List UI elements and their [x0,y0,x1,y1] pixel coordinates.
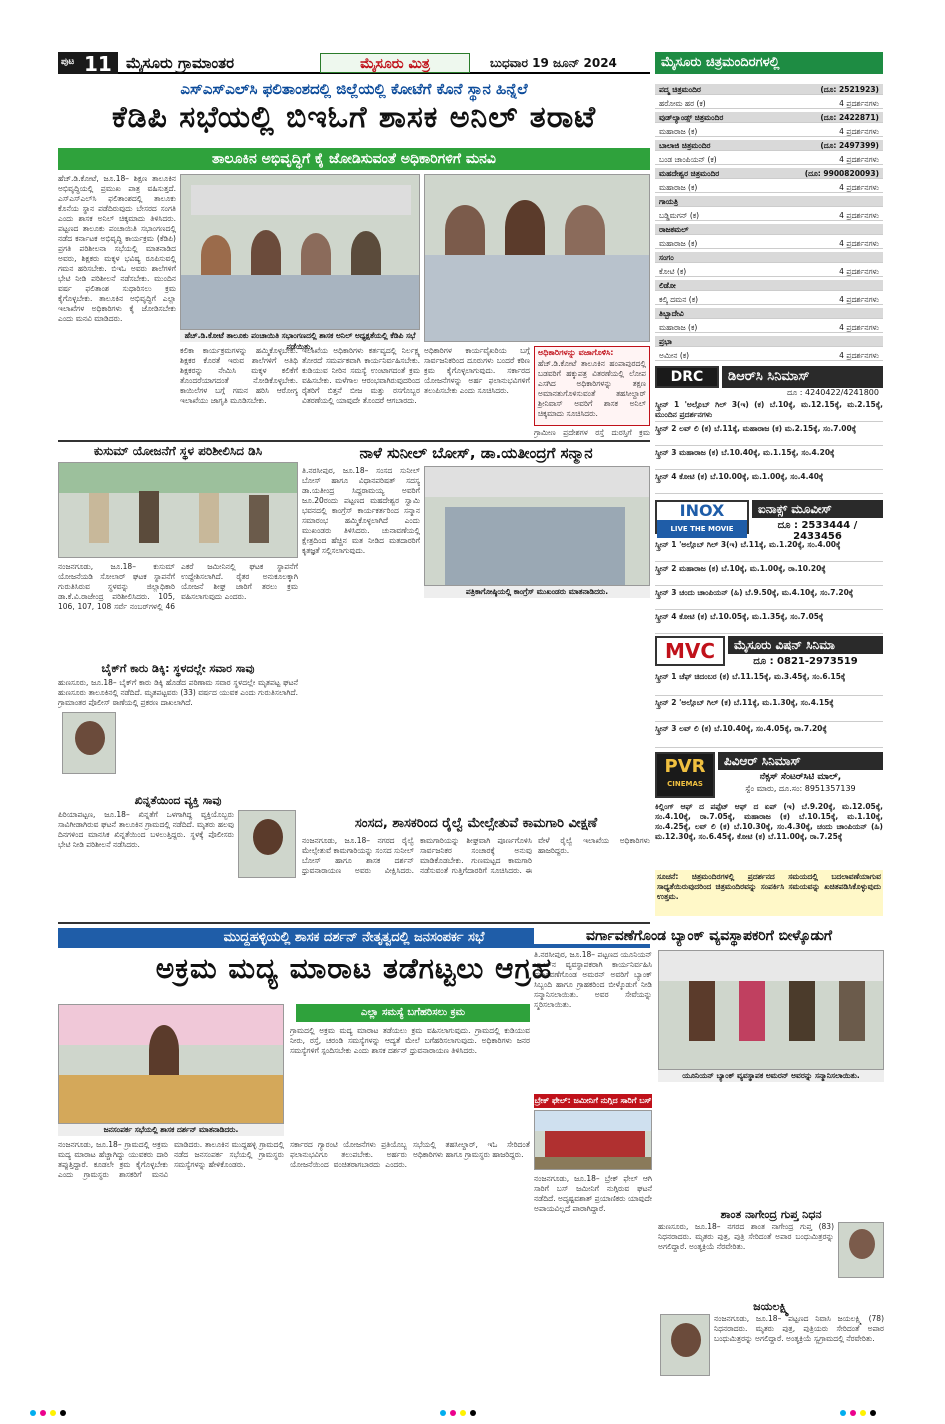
showtime-row: ಸ್ಕ್ರೀನ್ 3 ಚಂದು ಚಾಂಪಿಯನ್ (ಹಿ) ಬೆ.9.50ಕ್ಕೆ, ಮ.4.10ಕ್ಕೆ, ಸಂ.7.20ಕ್ಕೆ [655,588,883,610]
mvc-logo: MVC [655,636,725,666]
theatre-name: ಬಾಲಾಜಿ ಚಿತ್ರಮಂದಿರ [659,141,711,150]
showtime-row: ಸ್ಕ್ರೀನ್ 2 ಲವ್ ಲಿ (ಕ) ಬೆ.11ಕ್ಕೆ, ಮಹಾರಾಜ (ಕ) ಮ.2.15ಕ್ಕೆ, ಸಂ.7.00ಕ್ಕೆ [655,424,883,446]
theatre-row [655,252,883,263]
registration-dot [50,1410,56,1416]
showtime-row: ಸ್ಕ್ರೀನ್ 1 ಚೆಫ್ ಚಿದಂಬರ (ಕ) ಬೆ.11.15ಕ್ಕೆ, ಮ.3.45ಕ್ಕೆ, ಸಂ.6.15ಕ್ಕೆ [655,672,883,696]
pvr-name: ಪಿವಿಆರ್ ಸಿನಿಮಾಸ್ [718,752,883,770]
theatre-row [655,238,883,249]
obit1-photo [838,1222,884,1278]
theatre-info: 4 ಪ್ರದರ್ಶನಗಳು [839,183,879,192]
theatre-row [655,350,883,361]
janasampark-photo-caption: ಜನಸಂಪರ್ಕ ಸಭೆಯಲ್ಲಿ ಶಾಸಕ ದರ್ಶನ್ ಮಾತನಾಡಿದರು. [58,1124,284,1136]
registration-dot [470,1410,476,1416]
railway-headline: ಸಂಸದ, ಶಾಸಕರಿಂದ ರೈಲ್ವೆ ಮೇಲ್ಸೇತುವೆ ಕಾಮಗಾರಿ ವೀಕ್ಷಣೆ [354,816,598,831]
honor-photo-caption: ಪತ್ರಿಕಾಗೋಷ್ಠಿಯಲ್ಲಿ ಕಾಂಗ್ರೆಸ್ ಮುಖಂಡರು ಮಾತನಾಡಿದರು. [424,586,650,598]
theatre-info: 4 ಪ್ರದರ್ಶನಗಳು [839,127,879,136]
theatre-row [655,182,883,193]
page-number-box [58,52,118,74]
bus-photo [534,1110,652,1170]
showtime-row: ಸ್ಕ್ರೀನ್ 4 ಕೋಟಿ (ಕ) ಬೆ.10.05ಕ್ಕೆ, ಮ.1.35ಕ್ಕೆ, ಸಂ.7.05ಕ್ಕೆ [655,612,883,634]
registration-dot [440,1410,446,1416]
obit1-text: ಹುಣಸೂರು, ಜೂ.18– ನಗರದ ಶಾಂತ ನಾಗೇಂದ್ರ ಗುಪ್ತ (83) ನಿಧನರಾದರು. ಮೃತರು ಪುತ್ರ, ಪುತ್ರಿ ಸೇರಿದಂತೆ ಅಪಾರ ಬಂಧುಮಿತ್ರರನ್ನು ಅಗಲಿದ್ದಾರೆ. ಅಂತ್ಯಕ್ರಿಯೆ ನೆರವೇರಿತು. [658,1222,834,1251]
lead-column-2: ಕಲಿಕಾ ಕಾರ್ಯಕ್ರಮಗಳನ್ನು ಹಮ್ಮಿಕೊಳ್ಳಬೇಕು. ಶಿಕ್ಷಕರ ಕೊರತೆ ಇರುವ ಶಾಲೆಗಳಿಗೆ ಅತಿಥಿ ಶಿಕ್ಷಕರನ್ನು ನೇಮಿಸಿ ಮಕ್ಕಳ ಕಲಿಕೆಗೆ ತೊಂದರೆಯಾಗದಂತೆ ನೋಡಿಕೊಳ್ಳಬೇಕು. ಕಾಯಿಲೆಗಳ ಬಗ್ಗೆ ಗಮನ ಹರಿಸಿ ಆರೋಗ್ಯ ಇಲಾಖೆಯು ಜಾಗೃತಿ ಮೂಡಿಸಬೇಕು. [180,346,298,405]
lead-column-4: ಅಧಿಕಾರಿಗಳ ಕಾರ್ಯವೈಖರಿಯ ಬಗ್ಗೆ ಸಾರ್ವಜನಿಕರಿಂದ ದೂರುಗಳು ಬಂದರೆ ಕಠಿಣ ಕ್ರಮ ಕೈಗೊಳ್ಳಲಾಗುವುದು. ಸರ್ಕಾರದ ಯೋಜನೆಗಳನ್ನು ಅರ್ಹ ಫಲಾನುಭವಿಗಳಿಗೆ ತಲುಪಿಸಬೇಕು ಎಂದು ಸೂಚಿಸಿದರು. [424,346,530,395]
divider [58,440,650,442]
page-tag: ಪುಟ [61,57,75,67]
registration-dot [40,1410,46,1416]
lead-photo-2 [424,174,650,342]
theatre-info: (ದೂ: 2422871) [820,113,879,122]
lead-column-3: ಇಲಾಖೆಯ ಅಧಿಕಾರಿಗಳು ಕರ್ತವ್ಯದಲ್ಲಿ ನಿರ್ಲಕ್ಷ್ಯ ತೋರದೆ ಸಮರ್ಪಕವಾಗಿ ಕಾರ್ಯನಿರ್ವಹಿಸಬೇಕು. ಕುಡಿಯುವ ನೀರಿನ ಸಮಸ್ಯೆ ಉಂಟಾಗದಂತೆ ಕ್ರಮ ವಹಿಸಬೇಕು. ಮಳೆಗಾಲ ಆರಂಭವಾಗಿರುವುದರಿಂದ ರೈತರಿಗೆ ಬಿತ್ತನೆ ಬೀಜ ಮತ್ತು ರಸಗೊಬ್ಬರ ವಿತರಣೆಯಲ್ಲಿ ಯಾವುದೇ ತೊಂದರೆ ಆಗಬಾರದು. [302,346,420,405]
drc-logo: DRC [655,366,719,388]
kusum-headline: ಕುಸುಮ್ ಯೋಜನೆಗೆ ಸ್ಥಳ ಪರಿಶೀಲಿಸಿದ ಡಿಸಿ [93,444,263,458]
divider-2 [58,922,650,924]
kusum-photo [58,462,298,558]
theatre-info: 4 ಪ್ರದರ್ಶನಗಳು [839,99,879,108]
missing-person-photo [238,810,296,878]
bank-headline: ವರ್ಗಾವಣೆಗೊಂಡ ಬ್ಯಾಂಕ್ ವ್ಯವಸ್ಥಾಪಕರಿಗೆ ಬೀಳ್ಕೊಡುಗೆ [534,928,884,944]
theatre-name: ಕೋಟಿ (ಕ) [659,267,687,276]
mvc-phone: ದೂ : 0821-2973519 [753,656,858,667]
janasampark-column-3: ಸರ್ಕಾರದ ಗ್ಯಾರಂಟಿ ಯೋಜನೆಗಳು ಪ್ರತಿಯೊಬ್ಬ ಫಲಾನುಭವಿಗೂ ತಲುಪಬೇಕು. ಅರ್ಹರು ಯೋಜನೆಯಿಂದ ವಂಚಿತರಾಗಬಾರದು ಎಂದರು. ಸಭೆಯಲ್ಲಿ ತಹಸೀಲ್ದಾರ್, ಇಓ ಸೇರಿದಂತೆ ಅಧಿಕಾರಿಗಳು ಹಾಗೂ ಗ್ರಾಮಸ್ಥರು ಹಾಜರಿದ್ದರು. [290,1140,530,1169]
bank-photo [658,950,884,1070]
drc-phone: ದೂ : 4240422/4241800 [786,388,879,397]
bus-title: ಬ್ರೇಕ್ ಫೇಲ್: ಜಮೀನಿಗೆ ನುಗ್ಗಿದ ಸಾರಿಗೆ ಬಸ್ [534,1094,652,1108]
obit2-photo [660,1314,710,1376]
janasampark-photo [58,1004,284,1124]
theatre-row [655,322,883,333]
showtime-row: ಸ್ಕ್ರೀನ್ 4 ಕೋಟಿ (ಕ) ಬೆ.10.00ಕ್ಕೆ, ಮ.1.00ಕ್ಕೆ, ಸಂ.4.40ಕ್ಕೆ [655,472,883,494]
showtime-row: ಸ್ಕ್ರೀನ್ 3 ಮಹಾರಾಜ (ಕ) ಬೆ.10.40ಕ್ಕೆ, ಮ.1.15ಕ್ಕೆ, ಸಂ.4.20ಕ್ಕೆ [655,448,883,470]
theatre-name: ಅಮೀನ (ಕ) [659,351,690,360]
theatre-row [655,168,883,179]
bank-text: ತಿ.ನರಸೀಪುರ, ಜೂ.18– ಪಟ್ಟಣದ ಯೂನಿಯನ್ ಬ್ಯಾಂಕ್‌ನ ವ್ಯವಸ್ಥಾಪಕರಾಗಿ ಕಾರ್ಯನಿರ್ವಹಿಸಿ ವರ್ಗಾವಣೆಗೊಂಡ ಅಮರನ್ ಅವರಿಗೆ ಬ್ಯಾಂಕ್ ಸಿಬ್ಬಂದಿ ಹಾಗೂ ಗ್ರಾಹಕರಿಂದ ಬೀಳ್ಕೊಡುಗೆ ನೀಡಿ ಸನ್ಮಾನಿಸಲಾಯಿತು. ಅವರ ಸೇವೆಯನ್ನು ಸ್ಮರಿಸಲಾಯಿತು. [534,950,652,1009]
theatre-name: ಪದ್ಮ ಚಿತ್ರಮಂದಿರ [659,85,701,94]
page-number: 11 [84,52,112,76]
lead-kicker: ಎಸ್‌ಎಸ್‌ಎಲ್‌ಸಿ ಫಲಿತಾಂಶದಲ್ಲಿ ಜಿಲ್ಲೆಯಲ್ಲಿ ಕೋಟೆಗೆ ಕೊನೆ ಸ್ಥಾನ ಹಿನ್ನೆಲೆ [180,80,528,98]
newspaper-logo: ಮೈಸೂರು ಮಿತ್ರ [320,53,470,73]
inox-name: ಐನಾಕ್ಸ್ ಮೂವೀಸ್ [752,500,883,518]
inox-phone: ದೂ : 2533444 / 2433456 [777,520,858,542]
theatre-row [655,98,883,109]
obit1-title: ಶಾಂತ ನಾಗೇಂದ್ರ ಗುಪ್ತ ನಿಧನ [720,1208,822,1221]
railway-text: ನಂಜನಗೂಡು, ಜೂ.18– ನಗರದ ರೈಲ್ವೆ ಮೇಲ್ಸೇತುವೆ ಕಾಮಗಾರಿಯನ್ನು ಸಂಸದ ಸುನೀಲ್ ಬೋಸ್ ಹಾಗೂ ಶಾಸಕ ದರ್ಶನ್ ಧ್ರುವನಾರಾಯಣ ಅವರು ವೀಕ್ಷಿಸಿದರು. ಕಾಮಗಾರಿಯನ್ನು ಶೀಘ್ರವಾಗಿ ಪೂರ್ಣಗೊಳಿಸಿ ಸಾರ್ವಜನಿಕರ ಸಂಚಾರಕ್ಕೆ ಅನುವು ಮಾಡಿಕೊಡಬೇಕು. ಗುಣಮಟ್ಟದ ಕಾಮಗಾರಿ ನಡೆಸುವಂತೆ ಗುತ್ತಿಗೆದಾರರಿಗೆ ಸೂಚಿಸಿದರು. ಈ ವೇಳೆ ರೈಲ್ವೆ ಇಲಾಖೆಯ ಅಧಿಕಾರಿಗಳು ಹಾಜರಿದ್ದರು. [302,836,650,875]
theatre-name: ತಿಬ್ಬಾದೇವಿ [659,309,684,318]
pvr-showtimes: ಕಿಲ್ಲಿಂಗ್ ಆಫ್ ದ ಪಪ್ಪೆಟ್ ಆಫ್ ದ ಏಪ್ (ಇ) ಬೆ.9.20ಕ್ಕೆ, ಮ.12.05ಕ್ಕೆ, ಸಂ.4.10ಕ್ಕೆ, ರಾ.7.05ಕ್ಕೆ, ಮಹಾರಾಜ (ಕ) ಬೆ.10.15ಕ್ಕೆ, ಮ.1.10ಕ್ಕೆ, ಸಂ.4.25ಕ್ಕೆ, ಲವ್ ಲಿ (ಕ) ಬೆ.10.30ಕ್ಕೆ, ಸಂ.4.30ಕ್ಕೆ, ಚಂದು ಚಾಂಪಿಯನ್ (ಹಿ) ಮ.12.30ಕ್ಕೆ, ಸಂ.6.45ಕ್ಕೆ, ಕೋಟಿ (ಕ) ಬೆ.11.00ಕ್ಕೆ, ರಾ.7.25ಕ್ಕೆ [655,802,883,841]
theatre-info: 4 ಪ್ರದರ್ಶನಗಳು [839,351,879,360]
missing-headline: ಖಿನ್ನತೆಯಿಂದ ವ್ಯಕ್ತಿ ಸಾವು [134,794,222,807]
theatre-name: ಲಿಡೋ [659,281,676,290]
theatre-row [655,308,883,319]
lead-photo-caption: ಹೆಚ್.ಡಿ.ಕೋಟೆ ತಾಲೂಕು ಪಂಚಾಯಿತಿ ಸಭಾಂಗಣದಲ್ಲಿ ಶಾಸಕ ಅನಿಲ್ ಅಧ್ಯಕ್ಷತೆಯಲ್ಲಿ ಕೆಡಿಪಿ ಸಭೆ ನಡೆಯಿತು. [180,330,420,342]
lead-subhead: ತಾಲೂಕಿನ ಅಭಿವೃದ್ಧಿಗೆ ಕೈ ಜೋಡಿಸುವಂತೆ ಅಧಿಕಾರಿಗಳಿಗೆ ಮನವಿ [58,148,650,170]
lead-headline: ಕೆಡಿಪಿ ಸಭೆಯಲ್ಲಿ ಬಿಇಓಗೆ ಶಾಸಕ ಅನಿಲ್ ತರಾಟೆ [111,100,597,135]
theatre-row [655,266,883,277]
lead-column-1: ಹೆಚ್.ಡಿ.ಕೋಟೆ, ಜೂ.18– ಶಿಕ್ಷಣ ತಾಲೂಕಿನ ಅಭಿವೃದ್ಧಿಯಲ್ಲಿ ಪ್ರಮುಖ ಪಾತ್ರ ವಹಿಸುತ್ತದೆ. ಎಸ್‌ಎಸ್‌ಎಲ್‌ಸಿ ಫಲಿತಾಂಶದಲ್ಲಿ ತಾಲೂಕು ಕೊನೆಯ ಸ್ಥಾನ ಪಡೆದಿರುವುದು ಬೇಸರದ ಸಂಗತಿ ಎಂದು ಶಾಸಕ ಅನಿಲ್ ಚಿಕ್ಕಮಾದು ತಿಳಿಸಿದರು. ಪಟ್ಟಣದ ತಾಲೂಕು ಪಂಚಾಯಿತಿ ಸಭಾಂಗಣದಲ್ಲಿ ನಡೆದ ಕರ್ನಾಟಕ ಅಭಿವೃದ್ಧಿ ಕಾರ್ಯಕ್ರಮ (ಕೆಡಿಪಿ) ಪ್ರಗತಿ ಪರಿಶೀಲನಾ ಸಭೆಯಲ್ಲಿ ಮಾತನಾಡಿದ ಅವರು, ಶಿಕ್ಷಕರು ಮಕ್ಕಳ ಭವಿಷ್ಯ ರೂಪಿಸುವಲ್ಲಿ ಗಮನ ಹರಿಸಬೇಕು. ಬಿಇಓ ಅವರು ಶಾಲೆಗಳಿಗೆ ಭೇಟಿ ನೀಡಿ ಪರಿಶೀಲನೆ ನಡೆಸಬೇಕು. ಮುಂದಿನ ವರ್ಷ ಫಲಿತಾಂಶ ಸುಧಾರಿಸಲು ಕ್ರಮ ಕೈಗೊಳ್ಳಬೇಕು. ತಾಲೂಕಿನ ಅಭಿವೃದ್ಧಿಗೆ ಎಲ್ಲಾ ಇಲಾಖೆಗಳ ಅಧಿಕಾರಿಗಳು ಕೈ ಜೋಡಿಸಬೇಕು ಎಂದು ಮನವಿ ಮಾಡಿದರು. [58,174,176,323]
print-registration-marks [0,1408,945,1420]
janasampark-headline: ಅಕ್ರಮ ಮದ್ಯ ಮಾರಾಟ ತಡೆಗಟ್ಟಲು ಆಗ್ರಹ [155,952,553,985]
theatre-info: (ದೂ: 2521923) [820,85,879,94]
theatre-info: 4 ಪ್ರದರ್ಶನಗಳು [839,267,879,276]
theatre-name: ಮಹಾರಾಜ (ಕ) [659,127,698,136]
theatre-name: ವುಡ್‌ಲ್ಯಾಂಡ್ಸ್ ಚಿತ್ರಮಂದಿರ [659,113,724,122]
theatre-row [655,84,883,95]
theatre-info: 4 ಪ್ರದರ್ಶನಗಳು [839,295,879,304]
bus-text: ನಂಜನಗೂಡು, ಜೂ.18– ಬ್ರೇಕ್ ಫೇಲ್ ಆಗಿ ಸಾರಿಗೆ ಬಸ್ ಜಮೀನಿಗೆ ನುಗ್ಗಿರುವ ಘಟನೆ ನಡೆದಿದೆ. ಅದೃಷ್ಟವಶಾತ್ ಪ್ರಯಾಣಿಕರು ಯಾವುದೇ ಅಪಾಯವಿಲ್ಲದೆ ಪಾರಾಗಿದ್ದಾರೆ. [534,1174,652,1213]
showtime-row: ಸ್ಕ್ರೀನ್ 2 ಮಹಾರಾಜ (ಕ) ಬೆ.10ಕ್ಕೆ, ಮ.1.00ಕ್ಕೆ, ರಾ.10.20ಕ್ಕೆ [655,564,883,586]
registration-dot [30,1410,36,1416]
theatre-info: 4 ಪ್ರದರ್ಶನಗಳು [839,155,879,164]
lead-sidebar-text: ಹೆಚ್.ಡಿ.ಕೋಟೆ ತಾಲೂಕಿನ ಹಂಪಾಪುರದಲ್ಲಿ ಬಡವರಿಗೆ ಹಕ್ಕುಪತ್ರ ವಿತರಣೆಯಲ್ಲಿ ಲೋಪ ಎಸಗಿದ ಅಧಿಕಾರಿಗಳನ್ನು ತಕ್ಷಣ ಅಮಾನತುಗೊಳಿಸುವಂತೆ ತಹಸೀಲ್ದಾರ್ ಶ್ರೀನಿವಾಸ್ ಅವರಿಗೆ ಶಾಸಕ ಅನಿಲ್ ಚಿಕ್ಕಮಾದು ಸೂಚಿಸಿದರು. [538,359,646,418]
theatre-row [655,196,883,207]
theatre-row [655,280,883,291]
pvr-logo-sub: CINEMAS [667,780,703,788]
showtime-row: ಸ್ಕ್ರೀನ್ 2 'ಅಲ್ಗೊಬ್ ಗಿಲ್ (ಕ) ಬೆ.11ಕ್ಕೆ, ಮ.1.30ಕ್ಕೆ, ಸಂ.4.15ಕ್ಕೆ [655,698,883,722]
theatre-info: (ದೂ: 2497399) [820,141,879,150]
movies-header: ಮೈಸೂರು ಚಿತ್ರಮಂದಿರಗಳಲ್ಲಿ [655,52,883,74]
kusum-text: ನಂಜನಗೂಡು, ಜೂ.18– ಕುಸುಮ್ ಯೋಜನೆಯಡಿ ಸೋಲಾರ್ ಘಟಕ ಸ್ಥಾಪನೆಗೆ ಗುರುತಿಸಿರುವ ಸ್ಥಳವನ್ನು ಜಿಲ್ಲಾಧಿಕಾರಿ ಡಾ.ಕೆ.ವಿ.ರಾಜೇಂದ್ರ ಪರಿಶೀಲಿಸಿದರು. 105, 106, 107, 108 ಸರ್ವೆ ನಂಬರ್‌ಗಳಲ್ಲಿ 46 ಎಕರೆ ಜಮೀನಿನಲ್ಲಿ ಘಟಕ ಸ್ಥಾಪನೆಗೆ ಉದ್ದೇಶಿಸಲಾಗಿದೆ. ರೈತರ ಅನುಕೂಲಕ್ಕಾಗಿ ಯೋಜನೆ ಶೀಘ್ರ ಜಾರಿಗೆ ತರಲು ಕ್ರಮ ವಹಿಸಲಾಗುವುದು ಎಂದರು. [58,562,298,611]
theatre-name: ರಾಜಕಮಲ್ [659,225,689,234]
theatre-info: 4 ಪ್ರದರ್ಶನಗಳು [839,323,879,332]
missing-text: ಪಿರಿಯಾಪಟ್ಟಣ, ಜೂ.18– ಖಿನ್ನತೆಗೆ ಒಳಗಾಗಿದ್ದ ವ್ಯಕ್ತಿಯೊಬ್ಬರು ಸಾವಿಗೀಡಾಗಿರುವ ಘಟನೆ ತಾಲೂಕಿನ ಗ್ರಾಮದಲ್ಲಿ ನಡೆದಿದೆ. ಮೃತರು ಹಲವು ದಿನಗಳಿಂದ ಮಾನಸಿಕ ಖಿನ್ನತೆಯಿಂದ ಬಳಲುತ್ತಿದ್ದರು. ಸ್ಥಳಕ್ಕೆ ಪೊಲೀಸರು ಭೇಟಿ ನೀಡಿ ಪರಿಶೀಲನೆ ನಡೆಸಿದರು. [58,810,234,849]
theatre-row [655,154,883,165]
obit2-title: ಜಯಲಕ್ಷ್ಮಿ [753,1300,789,1313]
theatre-info: 4 ಪ್ರದರ್ಶನಗಳು [839,211,879,220]
theatre-name: ಗಾಯತ್ರಿ [659,197,679,206]
bank-photo-caption: ಯೂನಿಯನ್ ಬ್ಯಾಂಕ್ ವ್ಯವಸ್ಥಾಪಕ ಅಮರನ್ ಅವರನ್ನು ಸನ್ಮಾನಿಸಲಾಯಿತು. [658,1070,884,1082]
theatre-name: ಮಹಾರಾಜ (ಕ) [659,183,698,192]
drc-name: ಡಿಆರ್‌ಸಿ ಸಿನಿಮಾಸ್ [722,366,883,388]
inox-tagline: LIVE THE MOVIE [657,520,747,538]
theatre-row [655,224,883,235]
registration-dot [450,1410,456,1416]
honor-text: ತಿ.ನರಸೀಪುರ, ಜೂ.18– ಸಂಸದ ಸುನೀಲ್ ಬೋಸ್ ಹಾಗೂ ವಿಧಾನಪರಿಷತ್ ಸದಸ್ಯ ಡಾ.ಯತೀಂದ್ರ ಸಿದ್ದರಾಮಯ್ಯ ಅವರಿಗೆ ಜೂ.20ರಂದು ಪಟ್ಟಣದ ಮಹದೇಶ್ವರ ಸ್ವಾಮಿ ಭವನದಲ್ಲಿ ಕಾಂಗ್ರೆಸ್ ಕಾರ್ಯಕರ್ತರಿಂದ ಸನ್ಮಾನ ಸಮಾರಂಭ ಹಮ್ಮಿಕೊಳ್ಳಲಾಗಿದೆ ಎಂದು ಮುಖಂಡರು ತಿಳಿಸಿದರು. ಚುನಾವಣೆಯಲ್ಲಿ ಕ್ಷೇತ್ರದಿಂದ ಹೆಚ್ಚಿನ ಮತ ನೀಡಿದ ಮತದಾರರಿಗೆ ಕೃತಜ್ಞತೆ ಸಲ್ಲಿಸಲಾಗುವುದು. [302,466,420,555]
lead-sidebar-title: ಅಧಿಕಾರಿಗಳನ್ನು ವಜಾಗೊಳಿಸಿ: [538,348,614,357]
registration-dot [840,1410,846,1416]
theatre-name: ಪ್ರಭಾ [659,337,672,346]
registration-dot [860,1410,866,1416]
honor-headline: ನಾಳೆ ಸುನೀಲ್ ಬೋಸ್, ಡಾ.ಯತೀಂದ್ರಗೆ ಸನ್ಮಾನ [359,444,593,462]
registration-dot [460,1410,466,1416]
registration-dot [60,1410,66,1416]
movie-notice: ಸೂಚನೆ: ಚಿತ್ರಮಂದಿರಗಳಲ್ಲಿ ಪ್ರದರ್ಶನದ ಸಮಯದಲ್ಲಿ ಬದಲಾವಣೆಯಾಗುವ ಸಾಧ್ಯತೆಯಿರುವುದರಿಂದ ಚಿತ್ರಮಂದಿರವನ್ನು ಸಂಪರ್ಕಿಸಿ ಸಮಯವನ್ನು ಖಚಿತಪಡಿಸಿಕೊಳ್ಳುವುದು ಉತ್ತಮ. [655,870,883,916]
theatre-name: ಸಂಗಂ [659,253,674,262]
theatre-name: ಹರೋಮ ಹರ (ಕ) [659,99,706,108]
theatre-name: ಮಹಾರಾಜ (ಕ) [659,323,698,332]
theatre-row [655,112,883,123]
showtime-row: ಸ್ಕ್ರೀನ್ 3 ಲವ್ ಲಿ (ಕ) ಬೆ.10.40ಕ್ಕೆ, ಸಂ.4.05ಕ್ಕೆ, ರಾ.7.20ಕ್ಕೆ [655,724,883,748]
theatre-name: ಬಡ್ಡಿಮಗನ್ (ಕ) [659,211,700,220]
registration-dot [850,1410,856,1416]
theatre-info: (ದೂ: 9900820093) [804,169,879,178]
theatre-row [655,336,883,347]
inox-logo-text: INOX [679,501,725,520]
theatre-row [655,210,883,221]
theatre-name: ಮಹಾರಾಜ (ಕ) [659,239,698,248]
obit2-text: ನಂಜನಗೂಡು, ಜೂ.18– ಪಟ್ಟಣದ ನಿವಾಸಿ ಜಯಲಕ್ಷ್ಮಿ (78) ನಿಧನರಾದರು. ಮೃತರು ಪುತ್ರ, ಪುತ್ರಿಯರು ಸೇರಿದಂತೆ ಅಪಾರ ಬಂಧುಮಿತ್ರರನ್ನು ಅಗಲಿದ್ದಾರೆ. ಅಂತ್ಯಕ್ರಿಯೆ ಸ್ವಗ್ರಾಮದಲ್ಲಿ ನೆರವೇರಿತು. [714,1314,884,1343]
theatre-name: ಮಹದೇಶ್ವರ ಚಿತ್ರಮಂದಿರ [659,169,720,178]
section-title: ಮೈಸೂರು ಗ್ರಾಮಾಂತರ [126,54,235,72]
accident-text: ಹುಣಸೂರು, ಜೂ.18– ಬೈಕ್‌ಗೆ ಕಾರು ಡಿಕ್ಕಿ ಹೊಡೆದ ಪರಿಣಾಮ ಸವಾರ ಸ್ಥಳದಲ್ಲೇ ಮೃತಪಟ್ಟ ಘಟನೆ ಹುಣಸೂರು ತಾಲೂಕಿನಲ್ಲಿ ನಡೆದಿದೆ. ಮೃತಪಟ್ಟವರು (33) ವರ್ಷದ ಯುವಕ ಎಂದು ಗುರುತಿಸಲಾಗಿದೆ. ಗ್ರಾಮಾಂತರ ಪೊಲೀಸ್ ಠಾಣೆಯಲ್ಲಿ ಪ್ರಕರಣ ದಾಖಲಾಗಿದೆ. [58,678,298,707]
inox-logo [655,500,749,534]
accident-headline: ಬೈಕ್‌ಗೆ ಕಾರು ಡಿಕ್ಕಿ: ಸ್ಥಳದಲ್ಲೇ ಸವಾರ ಸಾವು [101,662,255,675]
lead-column-5: ಗ್ರಾಮೀಣ ಪ್ರದೇಶಗಳ ರಸ್ತೆ ದುರಸ್ತಿಗೆ ಕ್ರಮ [534,428,650,437]
pvr-logo-text: PVR [664,756,706,777]
issue-date: ಬುಧವಾರ 19 ಜೂನ್ 2024 [490,56,617,70]
janasampark-strap: ಮುದ್ದಹಳ್ಳಿಯಲ್ಲಿ ಶಾಸಕ ದರ್ಶನ್ ನೇತೃತ್ವದಲ್ಲಿ ಜನಸಂಪರ್ಕ ಸಭೆ [58,928,650,948]
showtime-row: ಸ್ಕ್ರೀನ್ 1 'ಅಲ್ಗೊಬ್ ಗಿಲ್ 3(ಇ) (ಕ) ಬೆ.10ಕ್ಕೆ, ಮ.12.15ಕ್ಕೆ, ಮ.2.15ಕ್ಕೆ, ಮುಂದಿನ ಪ್ರದರ್ಶನಗಳು [655,400,883,422]
showtime-row: ಸ್ಕ್ರೀನ್ 1 'ಅಲ್ಗೊಬ್ ಗಿಲ್ 3(ಇ) ಬೆ.11ಕ್ಕೆ, ಮ.1.20ಕ್ಕೆ, ಸಂ.4.00ಕ್ಕೆ [655,540,883,562]
pvr-sub: ನೆಕ್ಸಸ್ ಸೆಂಟರ್‌ಸಿಟಿ ಮಾಲ್, [759,772,842,782]
mvc-name: ಮೈಸೂರು ವಿಷನ್ ಸಿನಿಮಾ [728,636,883,654]
pvr-logo [655,752,715,798]
theatre-info: 4 ಪ್ರದರ್ಶನಗಳು [839,239,879,248]
theatre-row [655,126,883,137]
janasampark-column-1: ನಂಜನಗೂಡು, ಜೂ.18– ಗ್ರಾಮದಲ್ಲಿ ಅಕ್ರಮ ಮದ್ಯ ಮಾರಾಟ ಹೆಚ್ಚಾಗಿದ್ದು ಯುವಕರು ದಾರಿ ತಪ್ಪುತ್ತಿದ್ದಾರೆ. ಕೂಡಲೇ ಕ್ರಮ ಕೈಗೊಳ್ಳಬೇಕು ಎಂದು ಗ್ರಾಮಸ್ಥರು ಶಾಸಕರಿಗೆ ಮನವಿ ಮಾಡಿದರು. ತಾಲೂಕಿನ ಮುದ್ದಹಳ್ಳಿ ಗ್ರಾಮದಲ್ಲಿ ನಡೆದ ಜನಸಂಪರ್ಕ ಸಭೆಯಲ್ಲಿ ಗ್ರಾಮಸ್ಥರು ಸಮಸ್ಯೆಗಳನ್ನು ಹೇಳಿಕೊಂಡರು. [58,1140,284,1179]
theatre-name: ಕಲ್ಕಿ ದಮನ (ಕ) [659,295,699,304]
lead-photo [180,174,420,330]
pvr-phone: ಸ್ಪೆಂ ಮಾರು, ದೂ.ಸಂ: 8951357139 [745,784,856,793]
janasampark-badge: ಎಲ್ಲಾ ಸಮಸ್ಯೆ ಬಗೆಹರಿಸಲು ಕ್ರಮ [296,1004,530,1022]
honor-photo [424,466,650,586]
theatre-name: ಬಂಡ ಚಾಂಪಿಯನ್ (ಕ) [659,155,717,164]
registration-dot [870,1410,876,1416]
theatre-row [655,140,883,151]
theatre-row [655,294,883,305]
lead-sidebar [534,346,650,426]
accident-victim-photo [62,712,116,774]
janasampark-column-2: ಗ್ರಾಮದಲ್ಲಿ ಅಕ್ರಮ ಮದ್ಯ ಮಾರಾಟ ತಡೆಯಲು ಕ್ರಮ ವಹಿಸಲಾಗುವುದು. ಗ್ರಾಮದಲ್ಲಿ ಕುಡಿಯುವ ನೀರು, ರಸ್ತೆ, ಚರಂಡಿ ಸಮಸ್ಯೆಗಳನ್ನು ಆದ್ಯತೆ ಮೇಲೆ ಬಗೆಹರಿಸಲಾಗುವುದು. ಅಧಿಕಾರಿಗಳು ಜನರ ಸಮಸ್ಯೆಗಳಿಗೆ ಸ್ಪಂದಿಸಬೇಕು ಎಂದು ಶಾಸಕ ದರ್ಶನ್ ಧ್ರುವನಾರಾಯಣ ತಿಳಿಸಿದರು. [290,1026,530,1055]
